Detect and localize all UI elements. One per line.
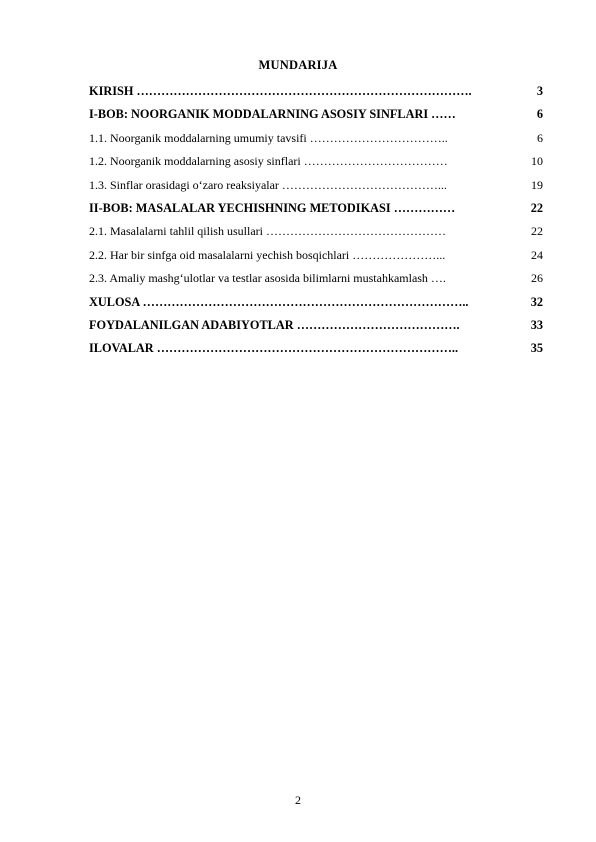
toc-entry-title: XULOSA …………………………………………………………………….. [89, 294, 469, 309]
toc-entry-page-number: 19 [531, 177, 543, 192]
toc-entry-page-number: 3 [536, 84, 543, 98]
toc-entry-title: 1.1. Noorganik moddalarning umumiy tavsifi …………………………….. [89, 130, 448, 145]
toc-entry[interactable] [89, 127, 543, 150]
toc-entry[interactable] [89, 150, 543, 173]
toc-entry[interactable] [89, 244, 543, 267]
toc-entry-page-number: 24 [531, 247, 543, 262]
toc-entry-title: 1.3. Sinflar orasidagi o‘zaro reaksiyalar …………………………………... [89, 177, 447, 192]
toc-entry-page-number: 33 [530, 317, 543, 332]
toc-entry-page-number: 32 [530, 294, 543, 309]
toc-entry-title: KIRISH ………………………………………………………………………. [89, 84, 472, 98]
toc-entry-title: ILOVALAR ……………………………………………………………….. [89, 341, 459, 356]
toc-entry[interactable] [89, 80, 543, 103]
toc-entry-page-number: 35 [530, 341, 543, 356]
toc-entry-title: 2.3. Amaliy mashg‘ulotlar va testlar asosida bilimlarni mustahkamlash …. [89, 271, 446, 286]
table-of-contents [89, 80, 543, 361]
toc-entry-page-number: 22 [530, 200, 543, 215]
toc-entry[interactable] [89, 220, 543, 243]
toc-entry[interactable] [89, 174, 543, 197]
toc-entry-page-number: 10 [531, 154, 543, 169]
toc-entry-page-number: 26 [531, 271, 543, 286]
toc-entry[interactable] [89, 267, 543, 290]
toc-entry[interactable] [89, 314, 543, 337]
toc-entry-title: 2.1. Masalalarni tahlil qilish usullari ……………………………………… [89, 224, 446, 239]
toc-entry[interactable] [89, 291, 543, 314]
toc-entry-page-number: 6 [536, 107, 543, 122]
page-number: 2 [295, 793, 301, 807]
toc-entry-title: 1.2. Noorganik moddalarning asosiy sinflari ……………………………… [89, 154, 448, 169]
toc-entry-page-number: 6 [537, 130, 543, 145]
toc-entry[interactable] [89, 103, 543, 126]
toc-entry[interactable] [89, 337, 543, 360]
toc-entry-page-number: 22 [531, 224, 543, 239]
toc-entry-title: II-BOB: MASALALAR YECHISHNING METODIKASI …………… [89, 200, 456, 215]
page-title: MUNDARIJA [258, 58, 338, 72]
toc-entry[interactable] [89, 197, 543, 220]
toc-entry-title: 2.2. Har bir sinfga oid masalalarni yechish bosqichlari …………………... [89, 247, 446, 262]
toc-entry-title: FOYDALANILGAN ADABIYOTLAR …………………………………. [89, 317, 460, 332]
toc-entry-title: I-BOB: NOORGANIK MODDALARNING ASOSIY SINFLARI …… [89, 107, 456, 122]
